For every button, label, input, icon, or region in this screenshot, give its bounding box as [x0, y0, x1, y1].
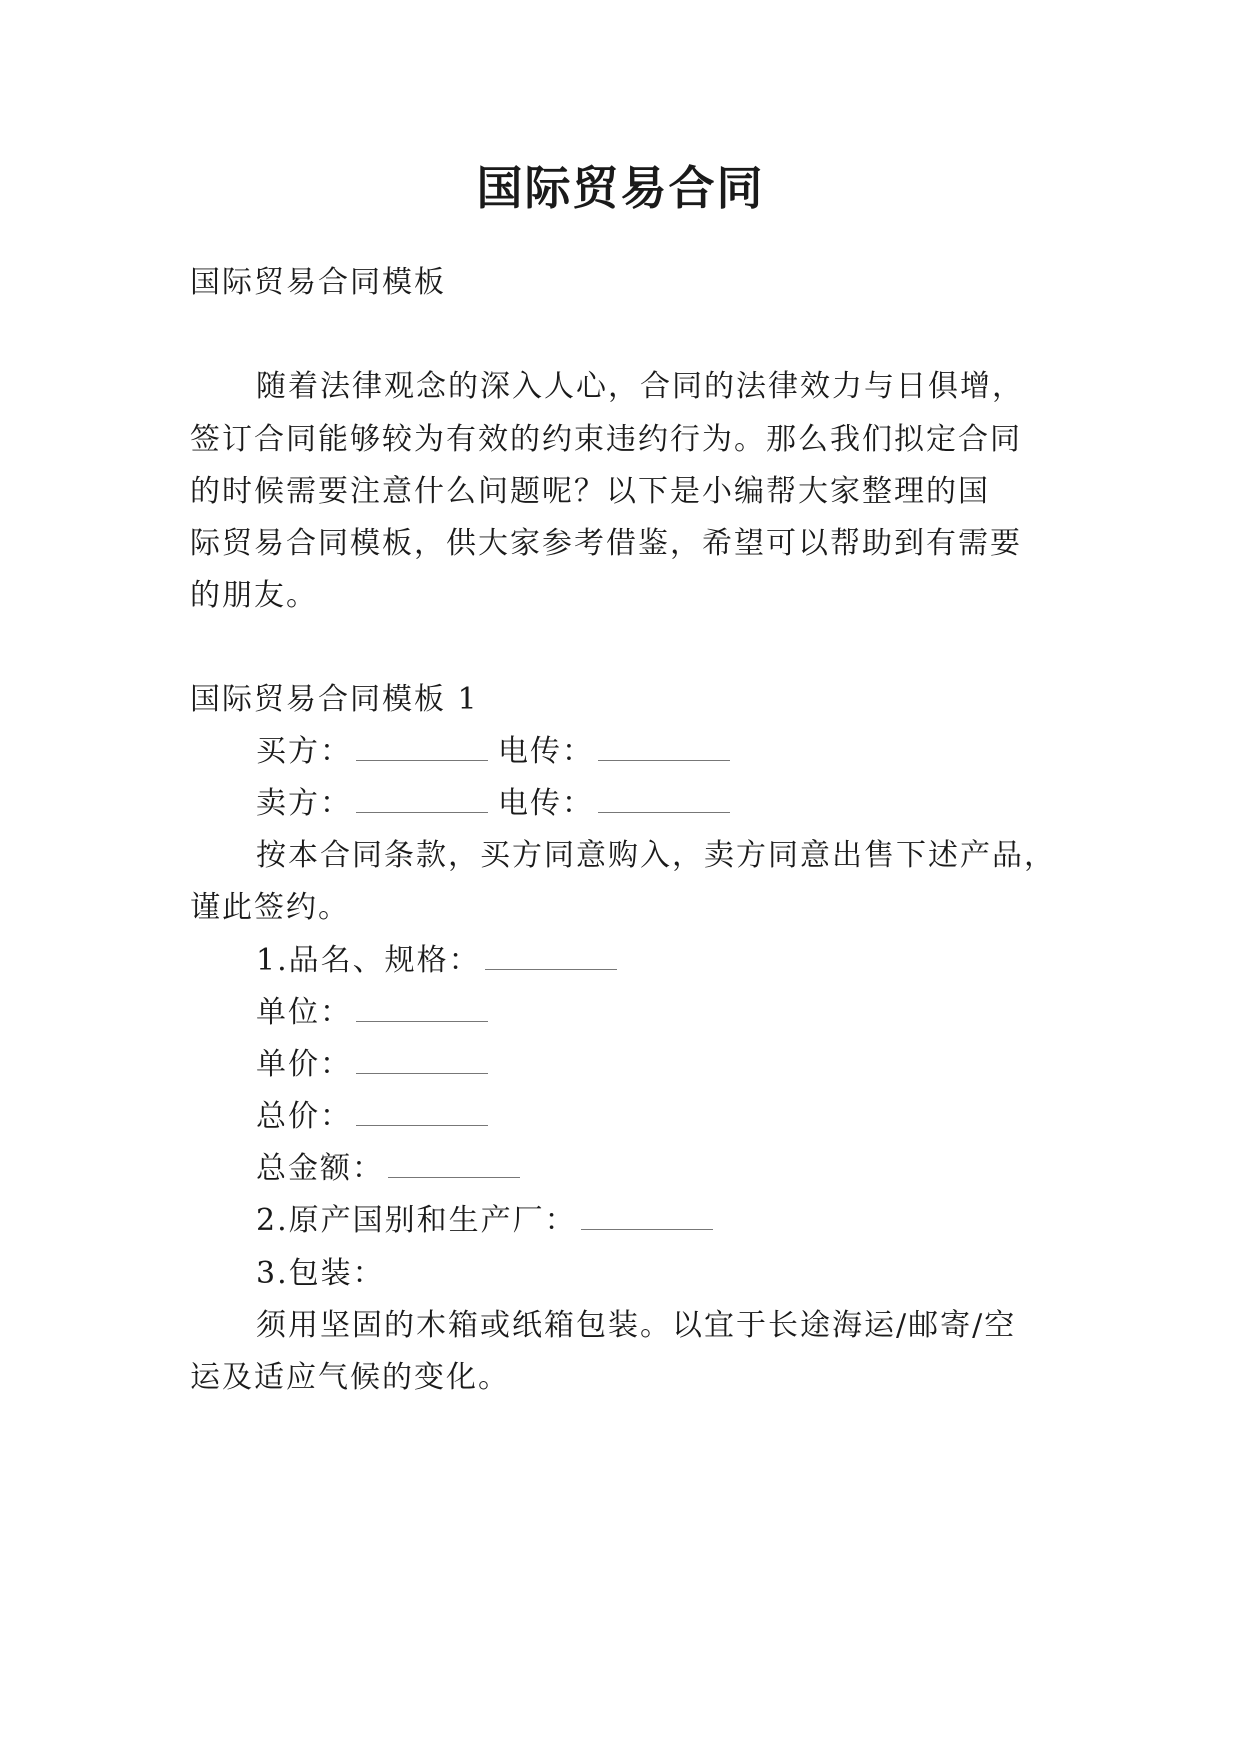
unit-price-line	[256, 1045, 498, 1085]
origin-blank	[581, 1209, 713, 1230]
document-subtitle: 国际贸易合同模板	[190, 265, 446, 300]
buyer-label: 买方：	[256, 734, 352, 769]
total-price-line	[256, 1097, 498, 1137]
packing-heading: 3.包装：	[256, 1256, 385, 1291]
agreement-line-2: 谨此签约。	[190, 890, 350, 925]
total-amount-blank	[388, 1157, 520, 1178]
item-name-label: 1.品名、规格：	[256, 943, 481, 978]
origin-label: 2.原产国别和生产厂：	[256, 1203, 577, 1238]
intro-line-5: 的朋友。	[190, 578, 318, 613]
agreement-line-1: 按本合同条款，买方同意购入，卖方同意出售下述产品，	[256, 838, 1056, 873]
packing-line-2: 运及适应气候的变化。	[190, 1360, 510, 1395]
seller-label: 卖方：	[256, 786, 352, 821]
intro-line-1: 随着法律观念的深入人心，合同的法律效力与日俱增，	[256, 369, 1024, 404]
intro-line-2: 签订合同能够较为有效的约束违约行为。那么我们拟定合同	[190, 422, 1022, 457]
origin-line	[256, 1201, 723, 1241]
buyer-blank	[356, 740, 488, 761]
buyer-line	[256, 732, 740, 772]
unit-blank	[356, 1001, 488, 1022]
intro-line-4: 际贸易合同模板，供大家参考借鉴，希望可以帮助到有需要	[190, 526, 1022, 561]
item-name-blank	[485, 949, 617, 970]
intro-line-3: 的时候需要注意什么问题呢？以下是小编帮大家整理的国	[190, 474, 990, 509]
total-price-blank	[356, 1105, 488, 1126]
buyer-fax-blank	[598, 740, 730, 761]
total-amount-line	[256, 1149, 530, 1189]
seller-fax-label: 电传：	[498, 786, 594, 821]
seller-fax-blank	[598, 792, 730, 813]
seller-line	[256, 784, 740, 824]
section-title: 国际贸易合同模板 1	[190, 682, 479, 717]
buyer-fax-label: 电传：	[498, 734, 594, 769]
document-title: 国际贸易合同	[476, 161, 765, 215]
unit-price-label: 单价：	[256, 1047, 352, 1082]
item-name-line	[256, 941, 627, 981]
seller-blank	[356, 792, 488, 813]
total-amount-label: 总金额：	[256, 1151, 384, 1186]
unit-line	[256, 993, 498, 1033]
unit-price-blank	[356, 1053, 488, 1074]
unit-label: 单位：	[256, 995, 352, 1030]
total-price-label: 总价：	[256, 1099, 352, 1134]
packing-line-1: 须用坚固的木箱或纸箱包装。以宜于长途海运/邮寄/空	[256, 1308, 1017, 1343]
